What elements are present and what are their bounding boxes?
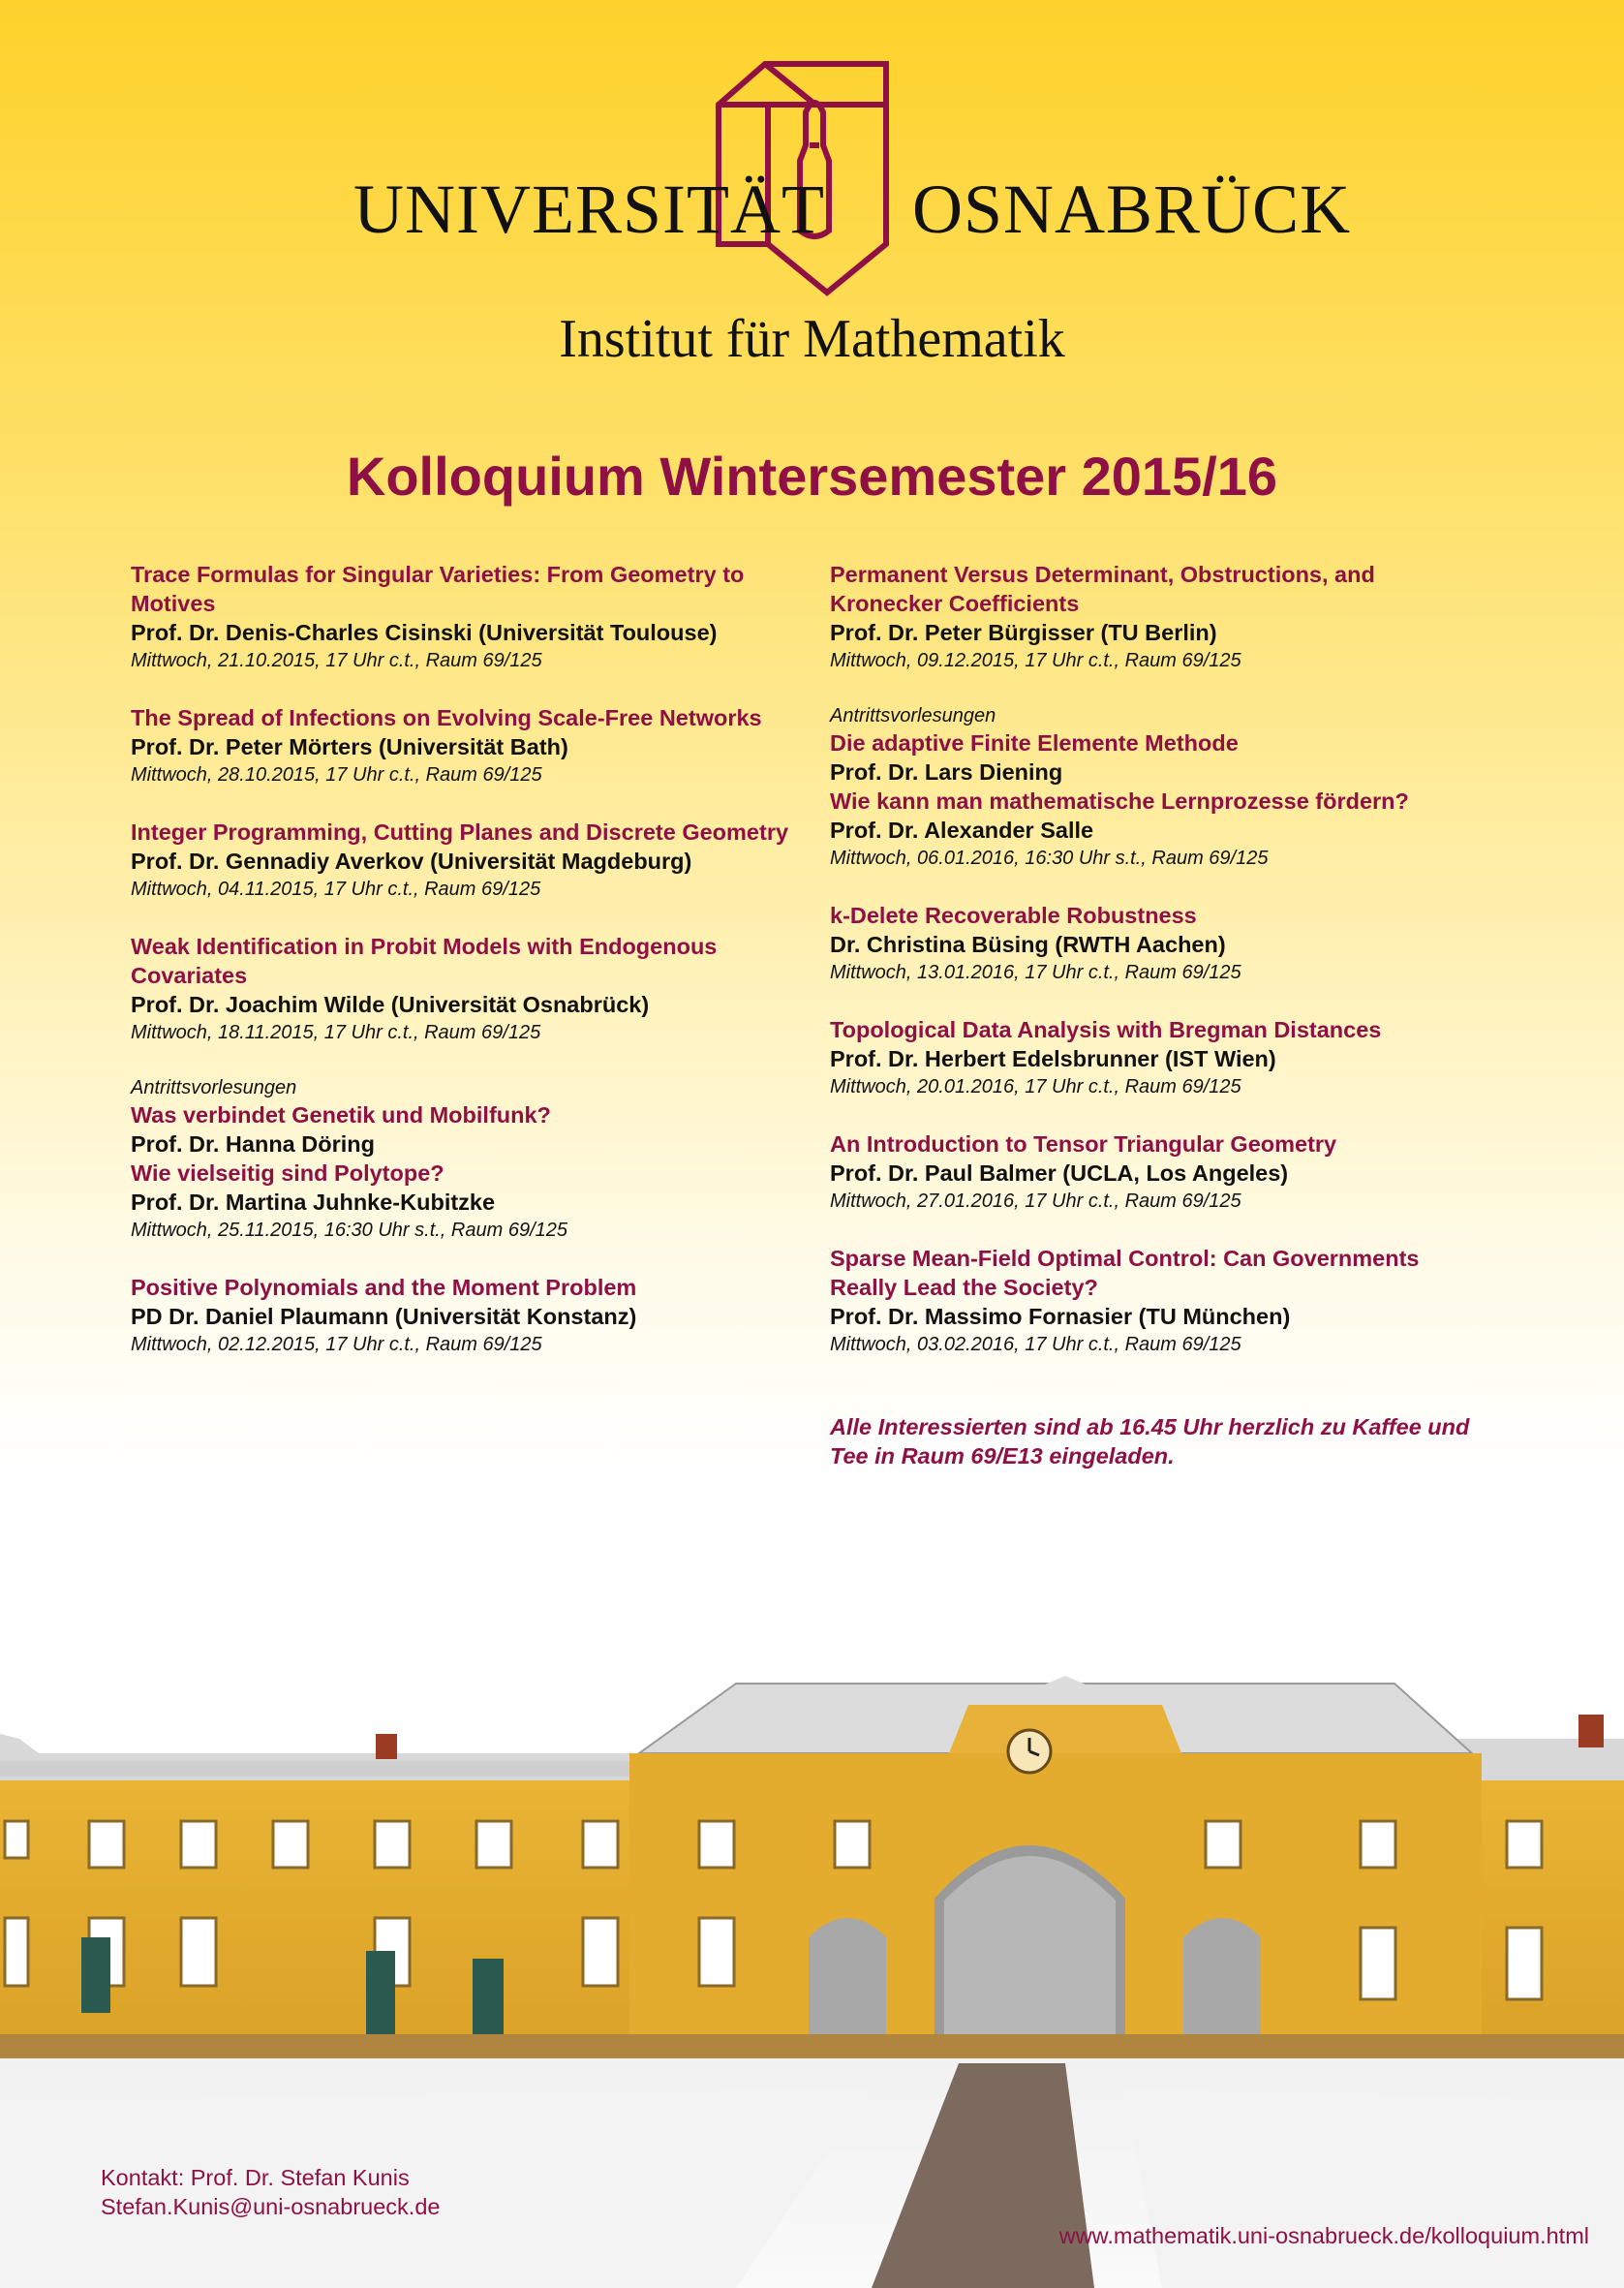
talk-title: Weak Identification in Probit Models with Endogenous Covariates bbox=[131, 934, 718, 988]
talk-item bbox=[131, 932, 809, 1046]
talk-date: Mittwoch, 03.02.2016, 17 Uhr c.t., Raum 69/125 bbox=[830, 1334, 1241, 1355]
talk-speaker: Prof. Dr. Denis-Charles Cisinski (Universität Toulouse) bbox=[131, 620, 718, 645]
talks-column-left bbox=[131, 560, 809, 1387]
inaugural-lectures-item bbox=[830, 703, 1488, 872]
talk-speaker: Prof. Dr. Herbert Edelsbrunner (IST Wien) bbox=[830, 1046, 1276, 1071]
talk-speaker: Prof. Dr. Peter Bürgisser (TU Berlin) bbox=[830, 620, 1217, 645]
talk-date: Mittwoch, 04.11.2015, 17 Uhr c.t., Raum 69/125 bbox=[131, 879, 541, 900]
talk-speaker: Prof. Dr. Peter Mörters (Universität Bath) bbox=[131, 734, 568, 759]
contact-label: Kontakt: Prof. Dr. Stefan Kunis bbox=[101, 2165, 410, 2190]
talk-item bbox=[830, 1129, 1488, 1215]
talk-item bbox=[830, 1015, 1488, 1100]
coffee-invitation: Alle Interessierten sind ab 16.45 Uhr herzlich zu Kaffee und Tee in Raum 69/E13 eingeladen. bbox=[830, 1414, 1470, 1469]
talk-speaker: Prof. Dr. Gennadiy Averkov (Universität Magdeburg) bbox=[131, 849, 692, 874]
talk-item bbox=[131, 703, 809, 788]
talk-date: Mittwoch, 18.11.2015, 17 Uhr c.t., Raum 69/125 bbox=[131, 1022, 541, 1043]
talk-speaker: Prof. Dr. Hanna Döring bbox=[131, 1131, 375, 1157]
talk-date: Mittwoch, 06.01.2016, 16:30 Uhr s.t., Raum 69/125 bbox=[830, 848, 1269, 869]
talk-date: Mittwoch, 09.12.2015, 17 Uhr c.t., Raum 69/125 bbox=[830, 650, 1241, 671]
talk-title: Sparse Mean-Field Optimal Control: Can Governments Really Lead the Society? bbox=[830, 1246, 1420, 1300]
talk-speaker: Prof. Dr. Martina Juhnke-Kubitzke bbox=[131, 1190, 496, 1215]
talk-speaker: Dr. Christina Büsing (RWTH Aachen) bbox=[830, 932, 1226, 957]
talk-speaker: Prof. Dr. Alexander Salle bbox=[830, 818, 1094, 843]
talk-title: Permanent Versus Determinant, Obstructions, and Kronecker Coefficients bbox=[830, 562, 1375, 616]
talk-item bbox=[830, 560, 1488, 674]
talk-category: Antrittsvorlesungen bbox=[830, 705, 996, 727]
inaugural-lectures-item bbox=[131, 1075, 809, 1244]
talk-item bbox=[830, 1244, 1488, 1358]
talks-column-right bbox=[830, 560, 1488, 1387]
contact-block bbox=[101, 2163, 440, 2221]
talk-category: Antrittsvorlesungen bbox=[131, 1077, 297, 1098]
talk-title: Trace Formulas for Singular Varieties: From Geometry to Motives bbox=[131, 562, 745, 616]
talk-title: Die adaptive Finite Elemente Methode bbox=[830, 730, 1239, 756]
website-link[interactable]: www.mathematik.uni-osnabrueck.de/kolloquium.html bbox=[1058, 2223, 1589, 2248]
institute-name: Institut für Mathematik bbox=[559, 309, 1065, 369]
talk-title: Wie kann man mathematische Lernprozesse fördern? bbox=[830, 788, 1409, 814]
talk-title: Integer Programming, Cutting Planes and Discrete Geometry bbox=[131, 819, 789, 845]
talk-date: Mittwoch, 13.01.2016, 17 Uhr c.t., Raum 69/125 bbox=[830, 962, 1241, 983]
talk-title: Positive Polynomials and the Moment Problem bbox=[131, 1275, 637, 1300]
talk-date: Mittwoch, 28.10.2015, 17 Uhr c.t., Raum 69/125 bbox=[131, 764, 542, 786]
talk-item bbox=[830, 901, 1488, 986]
talk-speaker: Prof. Dr. Lars Diening bbox=[830, 759, 1063, 785]
talk-title: An Introduction to Tensor Triangular Geometry bbox=[830, 1131, 1337, 1157]
talk-title: Wie vielseitig sind Polytope? bbox=[131, 1160, 444, 1186]
talk-item bbox=[131, 1273, 809, 1358]
talk-item bbox=[131, 560, 809, 674]
talk-speaker: Prof. Dr. Massimo Fornasier (TU München) bbox=[830, 1304, 1291, 1329]
poster-title: Kolloquium Wintersemester 2015/16 bbox=[346, 446, 1278, 507]
talk-title: The Spread of Infections on Evolving Scale-Free Networks bbox=[131, 705, 762, 730]
talk-date: Mittwoch, 21.10.2015, 17 Uhr c.t., Raum 69/125 bbox=[131, 650, 542, 671]
talk-date: Mittwoch, 27.01.2016, 17 Uhr c.t., Raum 69/125 bbox=[830, 1190, 1241, 1212]
logo-text-universitaet: UNIVERSITÄT bbox=[353, 170, 825, 248]
talk-title: k-Delete Recoverable Robustness bbox=[830, 903, 1197, 928]
talk-speaker: Prof. Dr. Joachim Wilde (Universität Osnabrück) bbox=[131, 992, 650, 1017]
talk-item bbox=[131, 818, 809, 903]
contact-email[interactable]: Stefan.Kunis@uni-osnabrueck.de bbox=[101, 2194, 441, 2219]
talk-title: Topological Data Analysis with Bregman Distances bbox=[830, 1017, 1382, 1042]
talk-date: Mittwoch, 20.01.2016, 17 Uhr c.t., Raum 69/125 bbox=[830, 1076, 1241, 1098]
talk-speaker: PD Dr. Daniel Plaumann (Universität Konstanz) bbox=[131, 1304, 637, 1329]
talk-date: Mittwoch, 25.11.2015, 16:30 Uhr s.t., Raum 69/125 bbox=[131, 1220, 567, 1241]
logo-text-osnabrueck: OSNABRÜCK bbox=[912, 170, 1352, 248]
talk-title: Was verbindet Genetik und Mobilfunk? bbox=[131, 1102, 551, 1128]
talk-speaker: Prof. Dr. Paul Balmer (UCLA, Los Angeles) bbox=[830, 1160, 1289, 1186]
talk-date: Mittwoch, 02.12.2015, 17 Uhr c.t., Raum 69/125 bbox=[131, 1334, 542, 1355]
